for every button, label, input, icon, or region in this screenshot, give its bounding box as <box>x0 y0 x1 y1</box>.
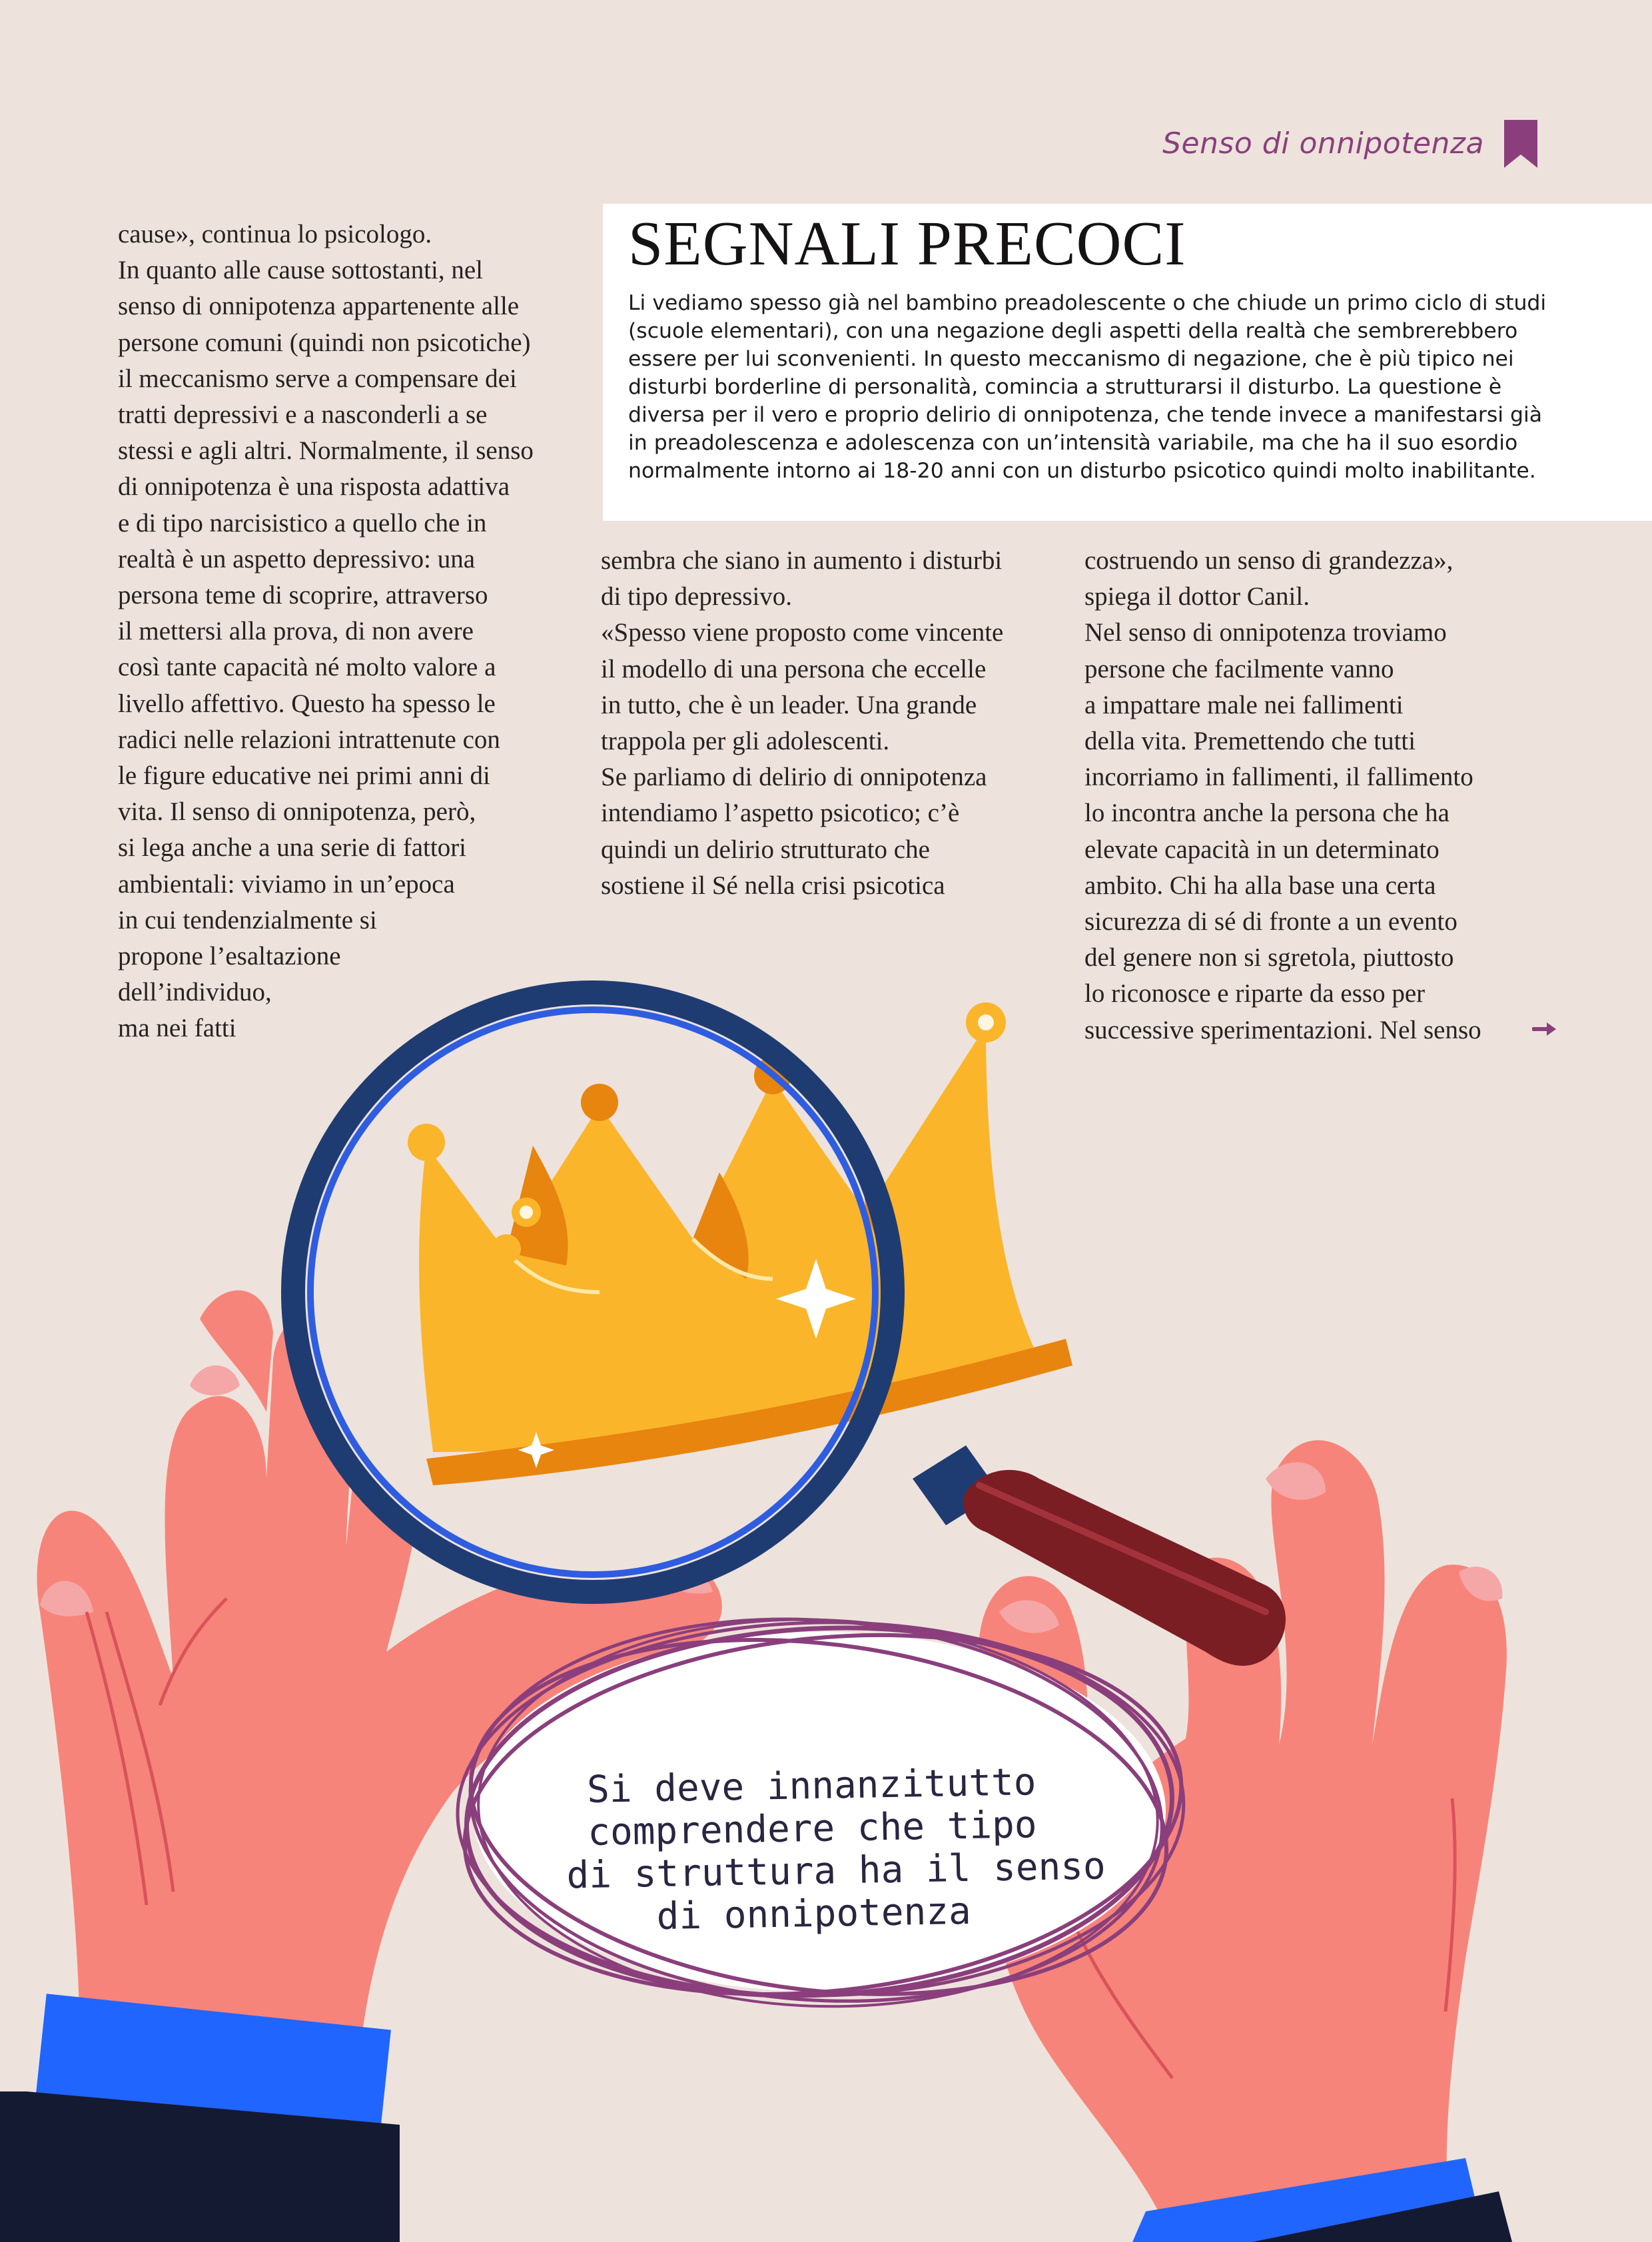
text-line: di tipo depressivo. <box>601 582 793 611</box>
illustration <box>0 906 1652 2242</box>
text-line: si lega anche a una serie di fattori <box>118 833 467 863</box>
text-line: persone comuni (quindi non psicotiche) <box>118 328 531 357</box>
text-line: della vita. Premettendo che tutti <box>1084 727 1416 756</box>
text-line: e di tipo narcisistico a quello che in <box>118 508 487 538</box>
text-line: in cui tendenzialmente si <box>118 905 377 934</box>
text-line: sicurezza di sé di fronte a un evento <box>1084 907 1457 936</box>
text-line: trappola per gli adolescenti. <box>601 727 890 756</box>
text-line: ma nei fatti <box>118 1014 236 1043</box>
text-line: ambito. Chi ha alla base una certa <box>1084 871 1436 900</box>
pull-quote <box>565 1760 1106 1940</box>
box-line: Li vediamo spesso già nel bambino preadolescente o che chiude un primo ciclo di studi <box>628 291 1547 315</box>
text-line: del genere non si sgretola, piuttosto <box>1084 943 1454 972</box>
text-line: realtà è un aspetto depressivo: una <box>118 544 476 573</box>
box-line: (scuole elementari), con una negazione degli aspetti della realtà che sembrerebbero <box>628 319 1518 343</box>
text-line: incorriamo in fallimenti, il fallimento <box>1084 763 1473 792</box>
text-line: tratti depressivi e a nasconderli a se <box>118 400 488 430</box>
text-line: dell’individuo, <box>118 978 272 1007</box>
text-line: stessi e agli altri. Normalmente, il senso <box>118 436 534 466</box>
text-line: persone che facilmente vanno <box>1084 654 1394 683</box>
quote-line: di onnipotenza <box>656 1889 972 1939</box>
text-line: spiega il dottor Canil. <box>1084 582 1310 611</box>
text-line: In quanto alle cause sottostanti, nel <box>118 256 484 285</box>
box-line: normalmente intorno ai 18-20 anni con un disturbo psicotico quindi molto inabilitante. <box>628 459 1536 483</box>
box-line: in preadolescenza e adolescenza con un’intensità variabile, ma che ha il suo esordio <box>628 431 1518 455</box>
text-line: le figure educative nei primi anni di <box>118 761 490 791</box>
article-column-2 <box>601 543 1003 904</box>
section-label: Senso di onnipotenza <box>1162 127 1484 161</box>
text-line: costruendo un senso di grandezza», <box>1084 546 1453 575</box>
text-line: cause», continua lo psicologo. <box>118 220 432 248</box>
text-line: ambientali: viviamo in un’epoca <box>118 869 455 899</box>
text-line: in tutto, che è un leader. Una grande <box>601 690 977 719</box>
text-line: il mettersi alla prova, di non avere <box>118 617 474 646</box>
text-line: sostiene il Sé nella crisi psicotica <box>601 871 945 900</box>
text-line: il meccanismo serve a compensare dei <box>118 364 517 393</box>
box-body <box>628 289 1587 485</box>
text-line: così tante capacità né molto valore a <box>118 653 496 682</box>
text-line: sembra che siano in aumento i disturbi <box>601 546 1003 575</box>
text-line: lo riconosce e riparte da esso per <box>1084 979 1426 1008</box>
text-line: propone l’esaltazione <box>118 942 341 971</box>
quote-line: di struttura ha il senso <box>566 1844 1106 1898</box>
box-line: essere per lui sconvenienti. In questo meccanismo di negazione, che è più tipico nei <box>628 347 1514 371</box>
box-line: disturbi borderline di personalità, comincia a strutturarsi il disturbo. La questione è <box>628 375 1502 399</box>
text-line: senso di onnipotenza appartenente alle <box>118 292 520 321</box>
text-line: vita. Il senso di onnipotenza, però, <box>118 797 476 827</box>
text-line: quindi un delirio strutturato che <box>601 835 930 864</box>
box-line: diversa per il vero e proprio delirio di onnipotenza, che tende invece a manifestarsi già <box>628 403 1543 427</box>
text-line: radici nelle relazioni intrattenute con <box>118 725 500 754</box>
text-line: Se parliamo di delirio di onnipotenza <box>601 763 987 792</box>
text-line: di onnipotenza è una risposta adattiva <box>118 472 510 502</box>
text-line: «Spesso viene proposto come vincente <box>601 618 1004 647</box>
text-line: elevate capacità in un determinato <box>1084 835 1440 864</box>
text-line: intendiamo l’aspetto psicotico; c’è <box>601 799 960 828</box>
text-line: a impattare male nei fallimenti <box>1084 690 1404 719</box>
text-line: successive sperimentazioni. Nel senso <box>1084 1015 1481 1044</box>
text-line: lo incontra anche la persona che ha <box>1084 799 1449 828</box>
text-line: persona teme di scoprire, attraverso <box>118 581 488 610</box>
text-line: il modello di una persona che eccelle <box>601 654 987 683</box>
text-line: Nel senso di onnipotenza troviamo <box>1084 618 1447 647</box>
text-line: livello affettivo. Questo ha spesso le <box>118 689 496 718</box>
box-title: SEGNALI PRECOCI <box>628 209 1186 278</box>
quote-line: Si deve innanzitutto <box>586 1760 1036 1812</box>
sidebar-box <box>603 204 1652 521</box>
quote-line: comprendere che tipo <box>587 1803 1038 1854</box>
bookmark-icon <box>1504 120 1537 168</box>
